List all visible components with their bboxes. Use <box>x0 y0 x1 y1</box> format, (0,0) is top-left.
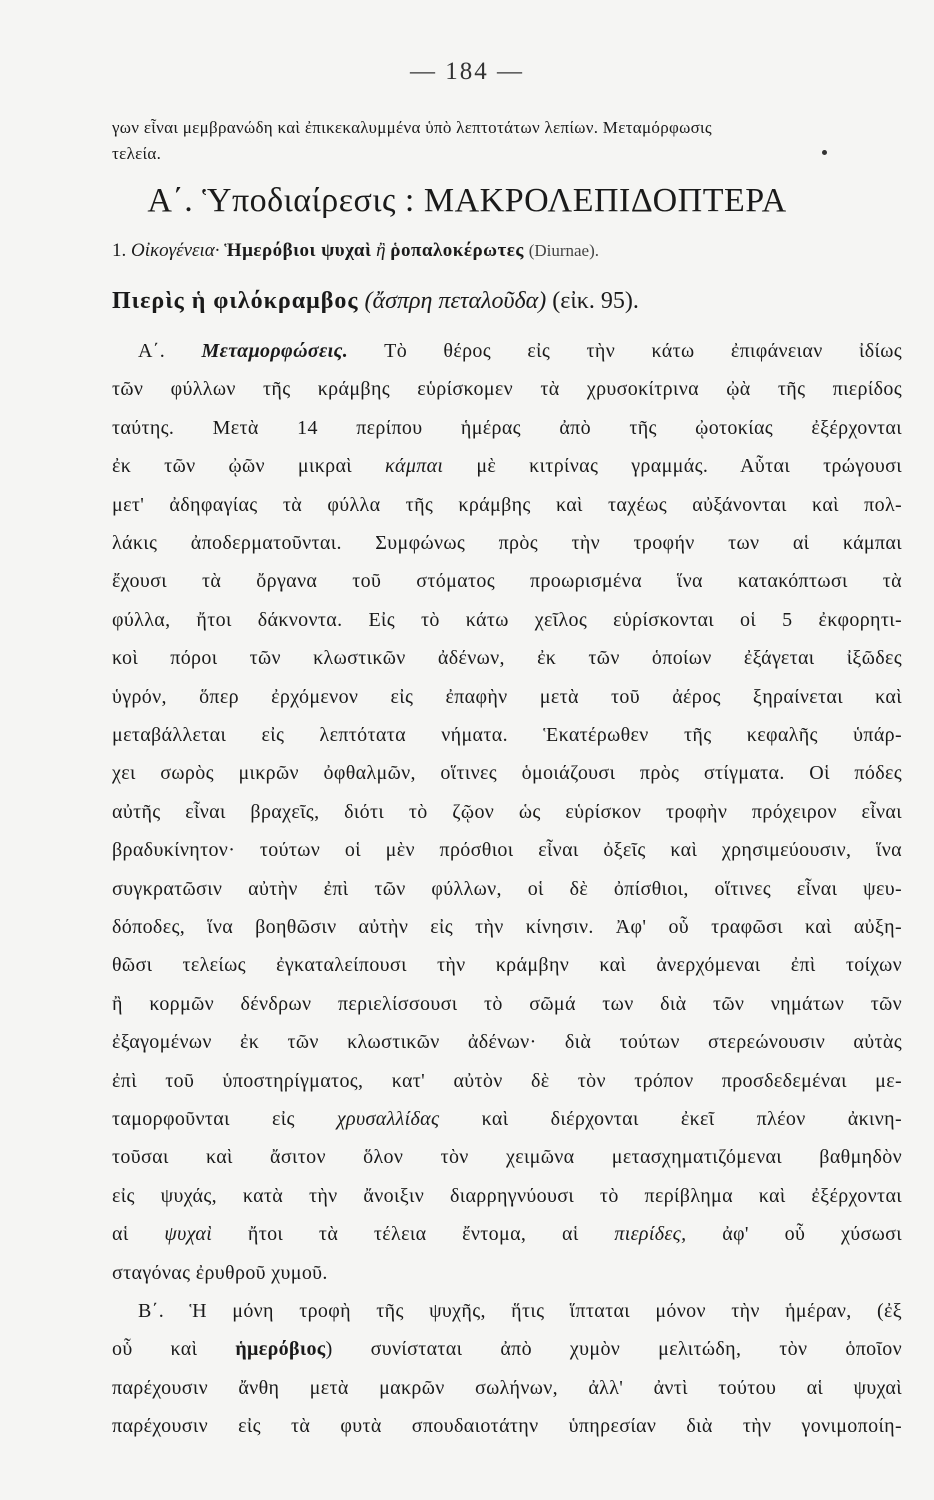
body-line <box>112 378 902 401</box>
line-text: ἐκ τῶν ᾠῶν μικραὶ <box>112 455 353 478</box>
body-line <box>112 647 902 670</box>
family-or: ἢ <box>376 240 386 261</box>
continuation-line-1: γων εἶναι μεμβρανώδη καὶ ἐπικεκαλυμμένα ὑπὸ λεπτοτάτων λεπίων. Μεταμόρφωσις <box>112 118 712 137</box>
line-text: θῶσι τελείως ἐγκαταλείπουσι τὴν κράμβην καὶ ἀνερχόμεναι ἐπὶ τοίχων <box>112 954 902 977</box>
continuation-line-2: τελεία. <box>112 144 162 163</box>
line-text: εἰς ψυχάς, κατὰ τὴν ἄνοιξιν διαρρηγνύουσι τὸ περίβλημα καὶ ἐξέρχονται <box>112 1184 902 1207</box>
body-line <box>112 1300 902 1323</box>
body-line <box>112 801 902 824</box>
body-line <box>112 916 902 939</box>
body-line <box>112 1146 902 1169</box>
line-text: ἢ κορμῶν δένδρων περιελίσσουσι τὸ σῶμά των διὰ τῶν νημάτων τῶν <box>112 992 902 1015</box>
family-latin: (Diurnae). <box>528 241 600 260</box>
emphasis-term: πιερίδες, <box>614 1223 687 1246</box>
body-line <box>112 340 902 363</box>
body-line <box>112 417 902 440</box>
line-text: σταγόνας ἐρυθροῦ χυμοῦ. <box>112 1261 328 1284</box>
line-text: καὶ διέρχονται ἐκεῖ πλέον ἀκινη- <box>481 1108 903 1130</box>
emphasis-term: ψυχαὶ <box>164 1223 213 1246</box>
line-text: μὲ κιτρίνας γραμμάς. Αὗται τρώγουσι <box>476 455 902 478</box>
body-line <box>112 1338 902 1361</box>
line-text: τῶν φύλλων τῆς κράμβης εὑρίσκομεν τὰ χρυσοκίτρινα ᾠὰ τῆς πιερίδος <box>112 378 902 401</box>
line-text: βραδυκίνητον· τούτων οἱ μὲν πρόσθιοι εἶναι ὀξεῖς καὶ χρησιμεύουσιν, ἵνα <box>112 839 902 862</box>
body-line <box>112 686 902 709</box>
print-mark <box>822 150 827 155</box>
line-text: κοὶ πόροι τῶν κλωστικῶν ἀδένων, ἐκ τῶν ὁποίων ἐξάγεται ἰξῶδες <box>112 647 902 670</box>
species-common-name: (ἄσπρη πεταλοῦδα) <box>364 288 547 314</box>
bold-term: ἡμερόβιος <box>235 1338 326 1361</box>
emphasis-term: κάμπαι <box>385 455 444 478</box>
line-text: χει σωρὸς μικρῶν ὀφθαλμῶν, οἵτινες ὁμοιάζουσι πρὸς στίγματα. Οἱ πόδες <box>112 762 902 785</box>
line-text: μεταβάλλεται εἰς λεπτότατα νήματα. Ἑκατέρωθεν τῆς κεφαλῆς ὑπάρ- <box>112 724 902 746</box>
line-text: αὐτῆς εἶναι βραχεῖς, διότι τὸ ζῷον ὡς εὑρίσκον τροφὴν πρόχειρον εἶναι <box>112 800 902 823</box>
body-line <box>112 494 902 517</box>
line-text: παρέχουσιν εἰς τὰ φυτὰ σπουδαιοτάτην ὑπηρεσίαν διὰ τὴν γονιμοποίη- <box>112 1415 902 1438</box>
body-line <box>112 609 902 632</box>
line-text: ταύτης. Μετὰ 14 περίπου ἡμέρας ἀπὸ τῆς ᾠοτοκίας ἐξέρχονται <box>112 416 902 439</box>
species-figure-ref: (εἰκ. 95). <box>552 288 639 314</box>
paragraph-heading: Μεταμορφώσεις. <box>201 340 349 362</box>
line-text: Τὸ θέρος εἰς τὴν κάτω ἐπιφάνειαν ἰδίως <box>384 340 902 362</box>
body-line <box>112 839 902 862</box>
emphasis-term: χρυσαλλίδας <box>336 1108 440 1130</box>
line-text: ἐξαγομένων ἐκ τῶν κλωστικῶν ἀδένων· διὰ τούτων στερεώνουσιν αὐτὰς <box>112 1031 902 1054</box>
line-text: αἱ <box>112 1223 129 1246</box>
line-text: ὑγρόν, ὅπερ ἐρχόμενον εἰς ἐπαφὴν μετὰ τοῦ ἀέρος ξηραίνεται καὶ <box>112 685 902 708</box>
line-text: ) συνίσταται ἀπὸ χυμὸν μελιτώδη, τὸν ὁποῖον <box>325 1338 902 1361</box>
body-line <box>112 1185 902 1208</box>
section-title: Α΄. Ὑποδιαίρεσις : ΜΑΚΡΟΛΕΠΙΔΟΠΤΕΡΑ <box>147 182 787 219</box>
line-text: συγκρατῶσιν αὐτὴν ἐπὶ τῶν φύλλων, οἱ δὲ ὀπίσθιοι, οἵτινες εἶναι ψευ- <box>112 877 902 900</box>
body-line <box>112 1377 902 1400</box>
family-number: 1. <box>112 240 127 261</box>
body-line <box>112 878 902 901</box>
body-line <box>112 762 902 785</box>
line-text: παρέχουσιν ἄνθη μετὰ μακρῶν σωλήνων, ἀλλ' ἀντὶ τούτου αἱ ψυχαὶ <box>112 1376 902 1399</box>
body-line <box>112 724 902 747</box>
line-text: ἐπὶ τοῦ ὑποστηρίγματος, κατ' αὐτὸν δὲ τὸν τρόπον προσδεδεμέναι με- <box>112 1069 902 1092</box>
line-text: ἤτοι τὰ τέλεια ἔντομα, αἱ <box>247 1223 579 1246</box>
line-text: μετ' ἀδηφαγίας τὰ φύλλα τῆς κράμβης καὶ ταχέως αὐξάνονται καὶ πολ- <box>112 493 902 516</box>
page-number: — 184 — <box>410 58 524 85</box>
body-line <box>112 455 902 478</box>
body-line <box>112 1031 902 1054</box>
body-line <box>112 954 902 977</box>
line-text: λάκις ἀποδερματοῦνται. Συμφώνως πρὸς τὴν τροφήν των αἱ κάμπαι <box>112 532 902 554</box>
paragraph-marker: Β΄. <box>138 1300 165 1322</box>
species-heading <box>112 288 639 315</box>
line-text: οὗ καὶ <box>112 1338 198 1361</box>
line-text: ἀφ' οὗ χύσωσι <box>722 1223 902 1246</box>
paragraph-marker: Α΄. <box>138 340 166 362</box>
species-name: Πιερὶς ἡ φιλόκραμβος <box>112 288 359 314</box>
body-line <box>112 993 902 1016</box>
line-text: ἔχουσι τὰ ὄργανα τοῦ στόματος προωρισμένα ἵνα κατακόπτωσι τὰ <box>112 570 902 593</box>
body-line <box>112 570 902 593</box>
body-line <box>112 1108 902 1131</box>
line-text: τοῦσαι καὶ ἄσιτον ὅλον τὸν χειμῶνα μετασχηματιζόμεναι βαθμηδὸν <box>112 1146 902 1169</box>
body-line <box>112 532 902 555</box>
family-alt-name: ῥοπαλοκέρωτες <box>390 240 524 261</box>
body-line <box>112 1223 902 1246</box>
line-text: ταμορφοῦνται εἰς <box>112 1108 295 1130</box>
family-name: Ἡμερόβιοι ψυχαὶ <box>224 240 372 261</box>
body-line <box>112 1070 902 1093</box>
line-text: φύλλα, ἤτοι δάκνοντα. Εἰς τὸ κάτω χεῖλος εὑρίσκονται οἱ 5 ἐκφορητι- <box>112 608 902 631</box>
family-heading <box>112 240 599 262</box>
body-line <box>112 1415 902 1438</box>
family-label: Οἰκογένεια· <box>131 240 220 261</box>
line-text: δόποδες, ἵνα βοηθῶσιν αὐτὴν εἰς τὴν κίνησιν. Ἀφ' οὗ τραφῶσι καὶ αὐξη- <box>112 916 902 938</box>
body-line <box>112 1262 902 1285</box>
line-text: Ἡ μόνη τροφὴ τῆς ψυχῆς, ἥτις ἵπταται μόνον τὴν ἡμέραν, (ἐξ <box>189 1300 902 1322</box>
